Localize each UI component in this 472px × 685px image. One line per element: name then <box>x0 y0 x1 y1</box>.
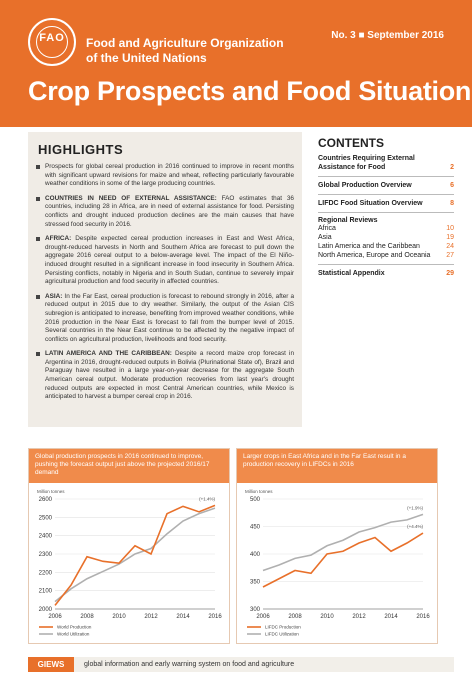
y-tick-label: 2300 <box>38 552 52 558</box>
contents-entry-page: 29 <box>446 270 454 277</box>
y-tick-label: 2000 <box>38 607 52 613</box>
chart-unit-label: Million tonnes <box>245 489 273 494</box>
contents-entry[interactable] <box>318 251 454 260</box>
fao-logo-icon <box>28 18 76 66</box>
highlight-text: FAO estimates that 36 countries, including 28 in Africa, are in need of external assistance for food. Persisting conflicts and drought induced production declines are the main causes that have stressed food security in 2016. <box>45 194 294 228</box>
x-tick-label: 2014 <box>384 614 398 620</box>
footer-text: global information and early warning system on food and agriculture <box>84 661 295 668</box>
highlight-item <box>36 163 294 189</box>
x-tick-label: 2012 <box>352 614 366 620</box>
highlight-text: Prospects for global cereal production in 2016 continued to improve in recent months with significant upward revisions for maize and wheat, reflecting particularly favourable weather conditions in some of the large producing countries. <box>45 163 294 188</box>
legend-label: World Utilization <box>57 631 90 637</box>
contents-entry[interactable] <box>318 181 454 190</box>
highlight-text: In the Far East, cereal production is forecast to rebound strongly in 2016, after a reduced output in 2015 due to dry weather. Similarly, the output of the Asian CIS subregion is anticipated to increase, benefiting from improved weather conditions, while 2016 production in the Near East is forecast to fall from the bumper level of 2015. Several countries in the Near East continue to be affected by the negative impact of conflicts on agricultural production, livelihoods and food security. <box>45 292 294 343</box>
x-tick-label: 2006 <box>48 614 62 620</box>
contents-entry-label: Latin America and the Caribbean <box>318 243 420 250</box>
y-tick-label: 2200 <box>38 570 52 577</box>
legend-label: LIFDC Production <box>265 624 301 630</box>
highlight-item <box>36 195 294 229</box>
contents-entry[interactable] <box>318 154 454 172</box>
contents-entry-page: 2 <box>450 164 454 171</box>
y-tick-label: 300 <box>249 607 260 613</box>
contents-entry[interactable] <box>318 269 454 278</box>
contents-entry-label: Asia <box>318 234 332 241</box>
chart-plot-area <box>29 489 229 643</box>
contents-entry[interactable] <box>318 233 454 242</box>
contents-entry-page: 19 <box>446 234 454 241</box>
y-tick-label: 500 <box>249 497 260 503</box>
x-tick-label: 2010 <box>320 614 334 620</box>
issue-label: No. 3 ■ September 2016 <box>331 30 444 41</box>
chart-annotation: (+1.4%) <box>199 496 215 502</box>
highlight-item <box>36 293 294 345</box>
logo-text: FAO <box>39 32 65 44</box>
contents-entry-label: Africa <box>318 225 336 232</box>
contents-entry-page: 8 <box>450 200 454 207</box>
series-line <box>263 533 423 587</box>
contents-entry[interactable] <box>318 224 454 233</box>
contents-panel <box>318 136 454 278</box>
highlights-panel <box>28 132 302 427</box>
contents-entry-page: 24 <box>446 243 454 250</box>
contents-entry[interactable] <box>318 199 454 208</box>
org-name-line-2: of the United Nations <box>86 51 207 65</box>
lifdc-production-chart <box>236 448 438 644</box>
y-tick-label: 2500 <box>38 515 52 522</box>
chart-annotation: (+4.4%) <box>407 524 423 530</box>
contents-entry-label: LIFDC Food Situation Overview <box>318 200 423 207</box>
highlight-text: Despite expected cereal production increases in East and West Africa, drought-reduced harvests in North and Southern Africa are forecast to pull down the aggregate 2016 cereal output to a below-average level. The impact of the El Niño-induced drought resulted in a significant increase in food insecurity in Southern Africa. Persisting conflicts, notably in Nigeria and in South Sudan, continue to severely impair agricultural production and food security in affected countries. <box>45 235 294 286</box>
chart-title: Larger crops in East Africa and in the Far East result in a production recovery in LIFDCs in 2016 <box>237 449 437 483</box>
x-tick-label: 2008 <box>80 614 94 620</box>
giews-tag: GIEWS <box>28 657 74 672</box>
x-tick-label: 2014 <box>176 614 190 620</box>
org-name-line-1: Food and Agriculture Organization <box>86 36 284 50</box>
highlight-item <box>36 235 294 287</box>
x-tick-label: 2012 <box>144 614 158 620</box>
highlight-item <box>36 350 294 402</box>
chart-unit-label: Million tonnes <box>37 489 65 494</box>
series-line <box>55 505 215 605</box>
highlight-lead: AFRICA: <box>45 235 72 243</box>
y-tick-label: 350 <box>249 579 260 586</box>
contents-entry-label: North America, Europe and Oceania <box>318 252 431 259</box>
x-tick-label: 2006 <box>256 614 270 620</box>
x-tick-label: 2008 <box>288 614 302 620</box>
x-tick-label: 2016 <box>416 614 430 620</box>
footer-bar <box>28 657 454 672</box>
x-tick-label: 2010 <box>112 614 126 620</box>
contents-entry-label: Countries Requiring External Assistance for Food <box>318 155 415 171</box>
highlights-title: HIGHLIGHTS <box>38 142 124 157</box>
highlight-lead: COUNTRIES IN NEED OF EXTERNAL ASSISTANCE: <box>45 194 217 202</box>
report-header <box>0 0 472 127</box>
legend-label: LIFDC Utilization <box>265 631 299 637</box>
contents-title: CONTENTS <box>318 136 384 150</box>
y-tick-label: 400 <box>249 552 260 558</box>
regional-reviews-title: Regional Reviews <box>318 217 378 224</box>
page-title: Crop Prospects and Food Situation <box>28 76 472 106</box>
chart-plot-area <box>237 489 437 643</box>
series-line <box>55 508 215 602</box>
organization-name <box>86 36 284 66</box>
y-tick-label: 2100 <box>38 588 52 595</box>
legend-label: World Production <box>57 624 92 630</box>
contents-entry[interactable] <box>318 242 454 251</box>
chart-annotation: (+1.9%) <box>407 505 423 511</box>
highlight-lead: ASIA: <box>45 292 63 300</box>
contents-entry-label: Global Production Overview <box>318 182 412 189</box>
contents-entry-page: 10 <box>446 225 454 232</box>
y-tick-label: 2600 <box>38 497 52 503</box>
contents-entry-label: Statistical Appendix <box>318 270 385 277</box>
y-tick-label: 450 <box>249 524 260 531</box>
contents-entry-page: 27 <box>446 252 454 259</box>
global-production-chart <box>28 448 230 644</box>
y-tick-label: 2400 <box>38 533 52 540</box>
contents-entry-page: 6 <box>450 182 454 189</box>
series-line <box>263 514 423 570</box>
highlight-text: Despite a record maize crop forecast in Argentina in 2016, drought-reduced outputs in Bolivia (Plurinational State of), Brazil and Paraguay have resulted in a large year-on-year decrease for the aggregate South American cereal output. Moderate production recoveries from last year's drought reduced outputs are expected in most Central American countries, while Mexico is anticipated to harvest a bumper cereal crop in 2016. <box>45 350 294 401</box>
chart-title: Global production prospects in 2016 continued to improve, pushing the forecast output just above the projected 2016/17 demand <box>29 449 229 483</box>
x-tick-label: 2016 <box>208 614 222 620</box>
highlight-lead: LATIN AMERICA AND THE CARIBBEAN: <box>45 350 172 358</box>
